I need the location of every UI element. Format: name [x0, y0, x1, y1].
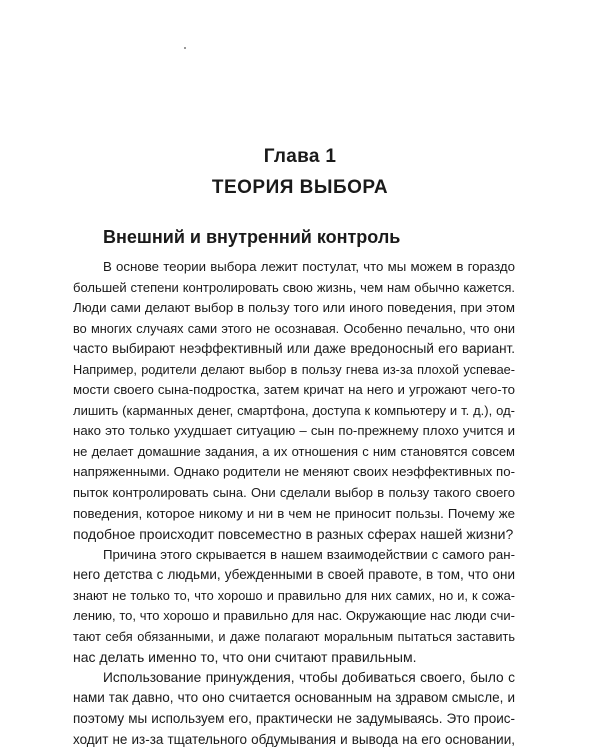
text-line: поэтому мы используем его, практически не задумываясь. Это проис-	[73, 711, 515, 727]
text-line: Причина этого скрывается в нашем взаимодействии с самого ран-	[103, 546, 515, 562]
text-line: лишить (карманных денег, смартфона, доступа к компьютеру и т. д.), од-	[73, 402, 515, 418]
text-line: не делает домашние задания, а их отношения с ним становятся совсем	[73, 443, 515, 459]
text-line: пыток контролировать сына. Они сделали выбор в пользу такого своего	[73, 485, 515, 501]
text-line: нас делать именно то, что они считают правильным.	[73, 649, 417, 666]
text-line: мости своего сына-подростка, затем кричат на него и угрожают чего-то	[73, 382, 515, 398]
text-line: Люди сами делают выбор в пользу того или иного поведения, при этом	[73, 300, 515, 316]
text-line: во многих случаях сами этого не осознавая. Особенно печально, что они	[73, 320, 515, 336]
text-line: поведения, которое никому и ни в чем не приносит пользы. Почему же	[73, 505, 515, 521]
chapter-title: ТЕОРИЯ ВЫБОРА	[211, 177, 389, 198]
text-line: нако это только ухудшает ситуацию – сын по-прежнему плохо учится и	[73, 423, 515, 439]
text-line: часто выбирают неэффективный или даже вредоносный его вариант.	[73, 341, 515, 357]
text-line: Использование принуждения, чтобы добиваться своего, было с	[103, 669, 515, 685]
chapter-label: Глава 1	[263, 146, 337, 167]
text-line: тают себя обязанными, и даже полагают моральным пытаться заставить	[73, 628, 515, 644]
text-line: нами так давно, что оно считается основанным на здравом смысле, и	[73, 690, 515, 706]
text-line: В основе теории выбора лежит постулат, что мы можем в гораздо	[103, 259, 515, 274]
text-line: большей степени контролировать свою жизнь, чем нам обычно кажется.	[73, 279, 515, 295]
text-line: напряженными. Однако родители не меняют своих неэффективных по-	[73, 464, 515, 480]
text-line: него детства с людьми, убежденными в своей правоте, в том, что они	[73, 567, 515, 583]
print-speck	[184, 47, 186, 49]
text-line: лению, то, что хорошо и правильно для нас. Окружающие нас люди счи-	[73, 608, 515, 624]
text-line: ходит не из-за тщательного обдумывания и вывода на его основании,	[73, 731, 515, 747]
paragraph-3	[73, 668, 515, 750]
section-heading: Внешний и внутренний контроль	[103, 227, 401, 247]
text-line: знают не только то, что хорошо и правильно для них самих, но и, к сожа-	[73, 587, 515, 603]
paragraph-2	[73, 545, 515, 668]
paragraph-1	[73, 257, 515, 545]
body-text	[73, 257, 515, 750]
text-line: подобное происходит повсеместно в разных сферах нашей жизни?	[73, 526, 514, 543]
text-line: Например, родители делают выбор в пользу гнева из-за плохой успевае-	[73, 361, 515, 377]
